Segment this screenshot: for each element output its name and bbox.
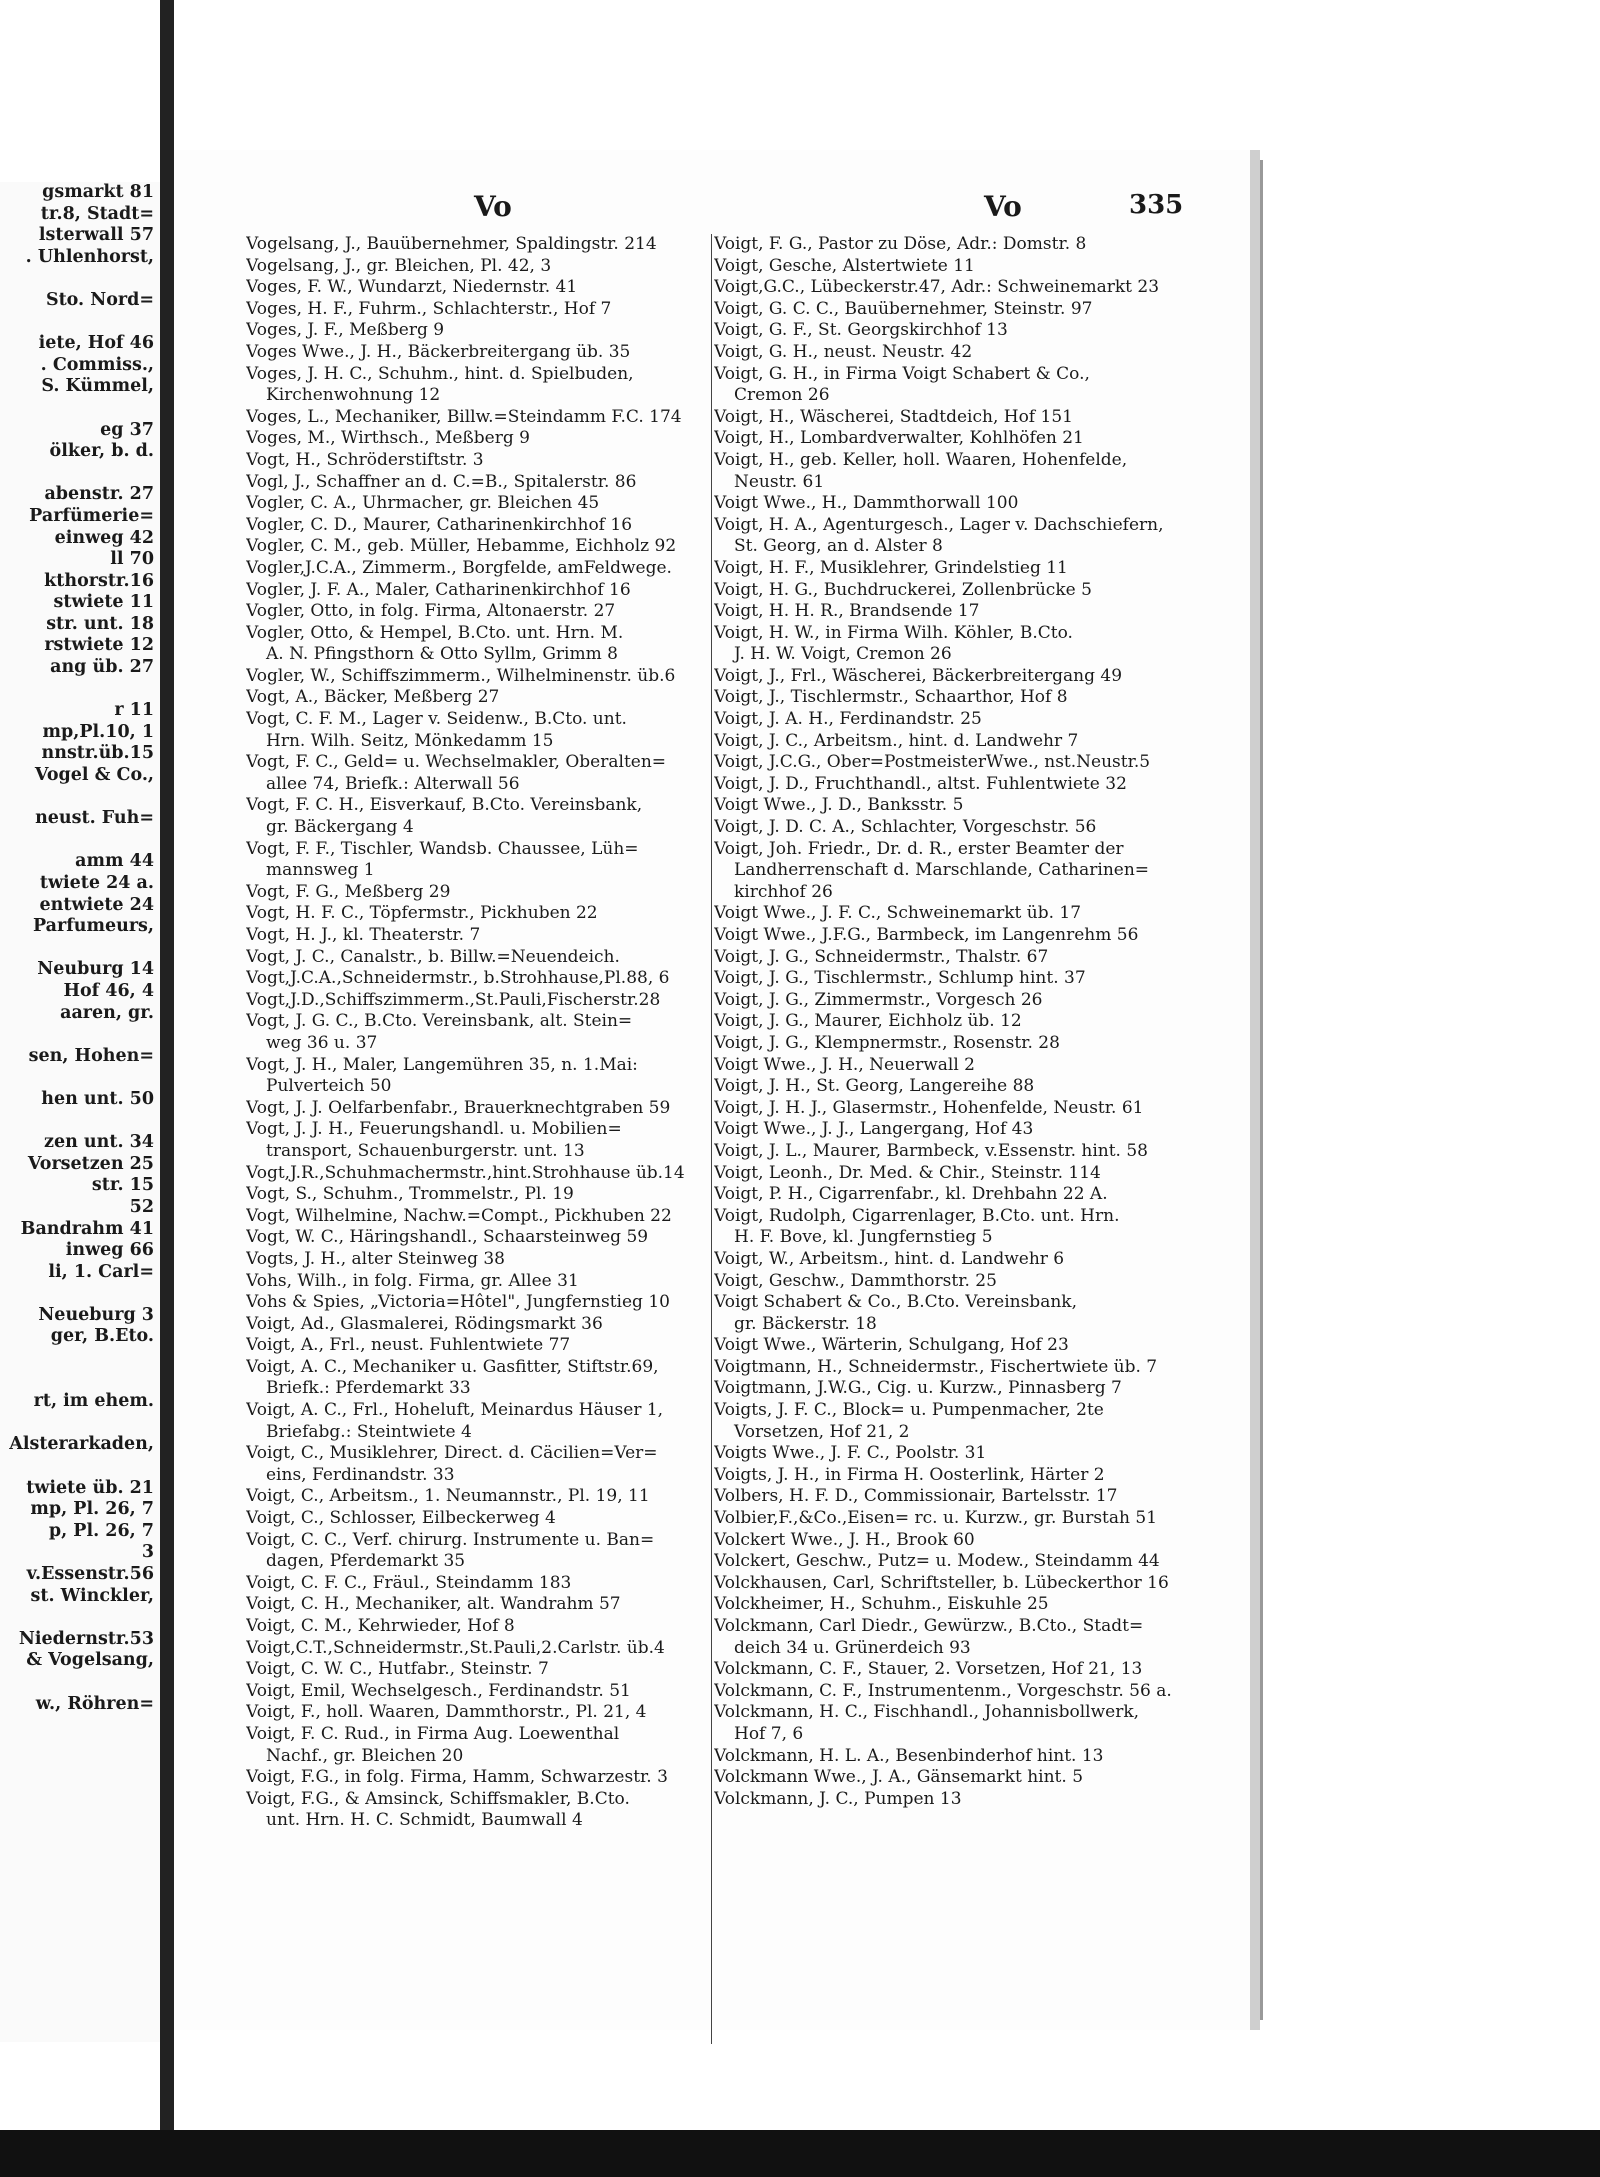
directory-entry: Voigt, J. G., Zimmermstr., Vorgesch 26 bbox=[714, 989, 1043, 1010]
entry-continuation: Briefk.: Pferdemarkt 33 bbox=[266, 1378, 471, 1399]
directory-entry: Voges, J. H. C., Schuhm., hint. d. Spielbuden, bbox=[246, 363, 634, 384]
directory-entry: Vogler, C. A., Uhrmacher, gr. Bleichen 45 bbox=[246, 493, 600, 514]
fragment-line: abenstr. 27 bbox=[44, 484, 154, 505]
fragment-line: Parfumeurs, bbox=[32, 916, 154, 937]
entry-continuation: Vorsetzen, Hof 21, 2 bbox=[734, 1421, 910, 1442]
directory-entry: Voges, L., Mechaniker, Billw.=Steindamm F.C. 174 bbox=[246, 406, 682, 427]
directory-entry: Voigt, C. F. C., Fräul., Steindamm 183 bbox=[246, 1572, 572, 1593]
directory-entry: Voigts, J. H., in Firma H. Oosterlink, Härter 2 bbox=[714, 1464, 1105, 1485]
directory-entry: Voges Wwe., J. H., Bäckerbreitergang üb. 35 bbox=[246, 341, 631, 362]
entry-continuation: unt. Hrn. H. C. Schmidt, Baumwall 4 bbox=[266, 1810, 583, 1831]
directory-entry: Voigt Wwe., J.F.G., Barmbeck, im Langenrehm 56 bbox=[714, 925, 1139, 945]
directory-entry: Voigt, C., Schlosser, Eilbeckerweg 4 bbox=[246, 1508, 556, 1529]
fragment-line bbox=[0, 1456, 160, 1478]
directory-entry: Voigt, P. H., Cigarrenfabr., kl. Drehbahn 22 A. bbox=[714, 1184, 1108, 1205]
directory-entry: Volckmann, H. L. A., Besenbinderhof hint. 13 bbox=[714, 1745, 1104, 1766]
fragment-line: Alsterarkaden, bbox=[9, 1434, 154, 1455]
directory-entry: Voigt Wwe., H., Dammthorwall 100 bbox=[714, 493, 1019, 514]
fragment-line: rstwiete 12 bbox=[44, 635, 154, 656]
directory-entry: Voigt, J. C., Arbeitsm., hint. d. Landwehr 7 bbox=[714, 730, 1079, 751]
right-column bbox=[714, 234, 1239, 1810]
directory-entry: Volbier,F.,&Co.,Eisen= rc. u. Kurzw., gr. Burstah 51 bbox=[714, 1508, 1158, 1529]
fragment-line bbox=[0, 1111, 160, 1133]
directory-entry: Vogts, J. H., alter Steinweg 38 bbox=[246, 1248, 505, 1269]
directory-entry: Volckmann Wwe., J. A., Gänsemarkt hint. 5 bbox=[714, 1767, 1084, 1788]
directory-entry: Voigt, Ad., Glasmalerei, Rödingsmarkt 36 bbox=[246, 1313, 603, 1334]
directory-entry: Vogt, H. J., kl. Theaterstr. 7 bbox=[246, 925, 481, 945]
directory-entry: Volbers, H. F. D., Commissionair, Bartelsstr. 17 bbox=[714, 1486, 1118, 1507]
directory-entry: Volckmann, J. C., Pumpen 13 bbox=[714, 1788, 962, 1809]
directory-entry: Voigt,G.C., Lübeckerstr.47, Adr.: Schweinemarkt 23 bbox=[714, 277, 1160, 298]
fragment-line: gsmarkt 81 bbox=[42, 182, 154, 202]
directory-entry: Vogt, A., Bäcker, Meßberg 27 bbox=[246, 687, 500, 708]
directory-entry: Voigt, J., Frl., Wäscherei, Bäckerbreitergang 49 bbox=[714, 665, 1123, 686]
fragment-line: twiete üb. 21 bbox=[26, 1477, 154, 1498]
fragment-line: p, Pl. 26, 7 bbox=[48, 1520, 154, 1541]
fragment-line bbox=[0, 1672, 160, 1694]
directory-entry: Vogt, S., Schuhm., Trommelstr., Pl. 19 bbox=[246, 1184, 574, 1205]
directory-entry: Voigt, Rudolph, Cigarrenlager, B.Cto. unt. Hrn. bbox=[714, 1205, 1120, 1226]
directory-entry: Voigt, J. G., Schneidermstr., Thalstr. 67 bbox=[714, 946, 1049, 967]
entry-continuation: Briefabg.: Steintwiete 4 bbox=[266, 1421, 472, 1442]
entry-continuation: A. N. Pfingsthorn & Otto Syllm, Grimm 8 bbox=[266, 644, 618, 665]
directory-entry: Vogt, J. J. H., Feuerungshandl. u. Mobilien= bbox=[246, 1119, 622, 1140]
fragment-line: kthorstr.16 bbox=[44, 570, 154, 591]
directory-entry: Voigt, Leonh., Dr. Med. & Chir., Steinstr. 114 bbox=[714, 1162, 1101, 1183]
fragment-line bbox=[0, 1413, 160, 1435]
fragment-line bbox=[0, 1024, 160, 1046]
directory-entry: Voigt, J. H., St. Georg, Langereihe 88 bbox=[714, 1076, 1035, 1097]
fragment-line: hen unt. 50 bbox=[41, 1088, 154, 1109]
fragment-line bbox=[0, 830, 160, 852]
entry-continuation: allee 74, Briefk.: Alterwall 56 bbox=[266, 773, 520, 794]
directory-entry: Voigtmann, J.W.G., Cig. u. Kurzw., Pinnasberg 7 bbox=[714, 1378, 1122, 1399]
directory-entry: Vogt,J.C.A.,Schneidermstr., b.Strohhause,Pl.88, 6 bbox=[246, 968, 670, 989]
entry-continuation: eins, Ferdinandstr. 33 bbox=[266, 1464, 455, 1485]
fragment-line: ang üb. 27 bbox=[50, 657, 154, 678]
fragment-line: Sto. Nord= bbox=[45, 289, 154, 310]
directory-entry: Voigt, F. C. Rud., in Firma Aug. Loewenthal bbox=[246, 1723, 620, 1744]
directory-entry: Vogt, J. C., Canalstr., b. Billw.=Neuendeich. bbox=[246, 946, 620, 967]
entry-continuation: H. F. Bove, kl. Jungfernstieg 5 bbox=[734, 1227, 993, 1248]
directory-entry: Voigt, G. H., in Firma Voigt Schabert & Co., bbox=[714, 363, 1090, 384]
fragment-line: st. Winckler, bbox=[30, 1585, 154, 1606]
entry-continuation: transport, Schauenburgerstr. unt. 13 bbox=[266, 1140, 585, 1161]
directory-entry: Vogler, Otto, in folg. Firma, Altonaerstr. 27 bbox=[246, 601, 616, 622]
fragment-line: ger, B.Eto. bbox=[50, 1326, 154, 1347]
fragment-line bbox=[0, 787, 160, 809]
entry-continuation: Neustr. 61 bbox=[734, 471, 825, 492]
directory-entry: Volckhausen, Carl, Schriftsteller, b. Lübeckerthor 16 bbox=[714, 1572, 1169, 1593]
fragment-line: Neuburg 14 bbox=[37, 959, 154, 980]
directory-entry: Voigt, H., Wäscherei, Stadtdeich, Hof 151 bbox=[714, 406, 1073, 427]
directory-entry: Voigt, A., Frl., neust. Fuhlentwiete 77 bbox=[246, 1335, 571, 1356]
directory-entry: Volckmann, H. C., Fischhandl., Johannisbollwerk, bbox=[714, 1702, 1140, 1723]
fragment-line: Hof 46, 4 bbox=[63, 980, 154, 1001]
fragment-line: . Uhlenhorst, bbox=[25, 246, 154, 267]
fragment-line: nnstr.üb.15 bbox=[41, 743, 154, 764]
fragment-line: S. Kümmel, bbox=[41, 376, 154, 397]
directory-entry: Vogt,J.D.,Schiffszimmerm.,St.Pauli,Fischerstr.28 bbox=[246, 989, 661, 1010]
fragment-line: 52 bbox=[129, 1196, 154, 1217]
directory-entry: Vogler, J. F. A., Maler, Catharinenkirchhof 16 bbox=[246, 579, 631, 600]
directory-entry: Voigt, H., geb. Keller, holl. Waaren, Hohenfelde, bbox=[714, 449, 1128, 470]
fragment-line: sen, Hohen= bbox=[28, 1045, 154, 1066]
directory-entry: Voigts, J. F. C., Block= u. Pumpenmacher, 2te bbox=[714, 1400, 1104, 1421]
directory-entry: Voigt, Gesche, Alstertwiete 11 bbox=[714, 255, 975, 276]
directory-entry: Voigt, C. H., Mechaniker, alt. Wandrahm 57 bbox=[246, 1594, 621, 1615]
directory-entry: Voigt Schabert & Co., B.Cto. Vereinsbank, bbox=[714, 1292, 1077, 1313]
page-header bbox=[174, 190, 1250, 224]
fragment-line: Bandrahm 41 bbox=[20, 1218, 154, 1239]
directory-entry: Voigt, J. G., Tischlermstr., Schlump hint. 37 bbox=[714, 968, 1086, 989]
fragment-line bbox=[0, 463, 160, 485]
directory-entry: Voges, H. F., Fuhrm., Schlachterstr., Hof 7 bbox=[246, 298, 612, 319]
directory-entry: Volckmann, C. F., Instrumentenm., Vorgeschstr. 56 a. bbox=[714, 1680, 1172, 1701]
fragment-line: w., Röhren= bbox=[35, 1693, 154, 1714]
fragment-line: eg 37 bbox=[100, 419, 154, 440]
page-number: 335 bbox=[1129, 190, 1184, 220]
fragment-line: stwiete 11 bbox=[53, 592, 154, 613]
directory-entry: Vogler, Otto, & Hempel, B.Cto. unt. Hrn. M. bbox=[246, 622, 624, 643]
directory-entry: Volckert, Geschw., Putz= u. Modew., Steindamm 44 bbox=[714, 1551, 1160, 1572]
fragment-line bbox=[0, 938, 160, 960]
fragment-line: amm 44 bbox=[75, 851, 154, 872]
directory-entry: Voigt, G. H., neust. Neustr. 42 bbox=[714, 341, 973, 362]
entry-continuation: Landherrenschaft d. Marschlande, Catharinen= bbox=[734, 860, 1150, 881]
entry-continuation: gr. Bäckergang 4 bbox=[266, 817, 414, 838]
directory-entry: Vogt, F. F., Tischler, Wandsb. Chaussee, Lüh= bbox=[246, 838, 639, 859]
directory-entry: Vogler, C. M., geb. Müller, Hebamme, Eichholz 92 bbox=[246, 536, 677, 557]
fragment-line: Vogel & Co., bbox=[34, 765, 154, 786]
fragment-line: Niedernstr.53 bbox=[18, 1628, 154, 1649]
directory-entry: Voigt, A. C., Mechaniker u. Gasfitter, Stiftstr.69, bbox=[246, 1356, 659, 1377]
fragment-line bbox=[0, 268, 160, 290]
directory-entry: Voigt, W., Arbeitsm., hint. d. Landwehr 6 bbox=[714, 1248, 1065, 1269]
directory-entry: Voigt, C., Musiklehrer, Direct. d. Cäcilien=Ver= bbox=[246, 1443, 658, 1464]
directory-entry: Vogt, F. C., Geld= u. Wechselmakler, Oberalten= bbox=[246, 752, 667, 773]
fragment-line: twiete 24 a. bbox=[39, 873, 154, 893]
column-divider bbox=[711, 234, 712, 2044]
directory-entry: Voigt Wwe., J. F. C., Schweinemarkt üb. 17 bbox=[714, 903, 1082, 924]
directory-entry: Voges, F. W., Wundarzt, Niedernstr. 41 bbox=[246, 277, 578, 298]
directory-entry: Voigts Wwe., J. F. C., Poolstr. 31 bbox=[714, 1443, 987, 1464]
entry-continuation: mannsweg 1 bbox=[266, 860, 375, 881]
fragment-line: inweg 66 bbox=[65, 1240, 154, 1261]
directory-entry: Vogelsang, J., gr. Bleichen, Pl. 42, 3 bbox=[246, 255, 552, 276]
entry-continuation: dagen, Pferdemarkt 35 bbox=[266, 1551, 466, 1572]
directory-entry: Voigt, F.G., & Amsinck, Schiffsmakler, B.Cto. bbox=[246, 1788, 630, 1809]
directory-entry: Vogt,J.R.,Schuhmachermstr.,hint.Strohhause üb.14 bbox=[246, 1162, 685, 1183]
directory-entry: Voigt, F. G., Pastor zu Döse, Adr.: Domstr. 8 bbox=[714, 234, 1087, 254]
directory-entry: Voigt, H. A., Agenturgesch., Lager v. Dachschiefern, bbox=[714, 514, 1164, 535]
fragment-line: aaren, gr. bbox=[60, 1002, 154, 1023]
fragment-line: ölker, b. d. bbox=[49, 441, 154, 462]
fragment-line: rt, im ehem. bbox=[33, 1391, 154, 1412]
directory-page bbox=[174, 150, 1260, 2030]
fragment-line: iete, Hof 46 bbox=[38, 333, 154, 354]
entry-continuation: Cremon 26 bbox=[734, 385, 830, 406]
directory-entry: Voigt, J. D., Fruchthandl., altst. Fuhlentwiete 32 bbox=[714, 773, 1127, 794]
fragment-line bbox=[0, 398, 160, 420]
directory-entry: Vogelsang, J., Bauübernehmer, Spaldingstr. 214 bbox=[246, 234, 657, 254]
directory-entry: Voigt, H., Lombardverwalter, Kohlhöfen 21 bbox=[714, 428, 1084, 449]
directory-entry: Voigt, C. M., Kehrwieder, Hof 8 bbox=[246, 1616, 515, 1636]
fragment-line: 3 bbox=[141, 1542, 154, 1563]
fragment-line: & Vogelsang, bbox=[26, 1650, 154, 1671]
fragment-line bbox=[0, 1283, 160, 1305]
directory-entry: Voigt, H. H. R., Brandsende 17 bbox=[714, 601, 980, 622]
scan-border bbox=[0, 2130, 1600, 2177]
directory-entry: Voigt, Joh. Friedr., Dr. d. R., erster Beamter der bbox=[714, 838, 1124, 859]
directory-entry: Vogt, Wilhelmine, Nachw.=Compt., Pickhuben 22 bbox=[246, 1205, 672, 1226]
left-column bbox=[246, 234, 791, 1832]
directory-entry: Voigt,C.T.,Schneidermstr.,St.Pauli,2.Carlstr. üb.4 bbox=[246, 1637, 665, 1658]
directory-entry: Vohs & Spies, „Victoria=Hôtel", Jungfernstieg 10 bbox=[246, 1292, 670, 1313]
fragment-line: li, 1. Carl= bbox=[48, 1261, 154, 1282]
directory-entry: Voigt, H. F., Musiklehrer, Grindelstieg 11 bbox=[714, 557, 1068, 578]
entry-continuation: Kirchenwohnung 12 bbox=[266, 385, 441, 406]
fragment-line: neust. Fuh= bbox=[35, 808, 154, 829]
fragment-line: ll 70 bbox=[110, 549, 154, 570]
adjacent-page-fragment bbox=[0, 182, 160, 2042]
fragment-line bbox=[0, 1067, 160, 1089]
directory-entry: Vohs, Wilh., in folg. Firma, gr. Allee 31 bbox=[246, 1270, 579, 1291]
directory-entry: Voigt, H. G., Buchdruckerei, Zollenbrücke 5 bbox=[714, 579, 1092, 600]
directory-entry: Voigt, J.C.G., Ober=PostmeisterWwe., nst.Neustr.5 bbox=[714, 752, 1151, 773]
fragment-line: . Commiss., bbox=[40, 354, 154, 375]
directory-entry: Voigt, F., holl. Waaren, Dammthorstr., Pl. 21, 4 bbox=[246, 1702, 647, 1723]
directory-entry: Voigt Wwe., J. D., Banksstr. 5 bbox=[714, 795, 964, 816]
directory-entry: Vogler,J.C.A., Zimmerm., Borgfelde, amFeldwege. bbox=[246, 557, 672, 578]
directory-entry: Vogt, H., Schröderstiftstr. 3 bbox=[246, 449, 484, 470]
right-catchword: Vo bbox=[984, 190, 1022, 223]
book-spine bbox=[160, 0, 174, 2177]
directory-entry: Voigt Wwe., J. J., Langergang, Hof 43 bbox=[714, 1119, 1034, 1140]
directory-entry: Voges, J. F., Meßberg 9 bbox=[246, 320, 445, 341]
entry-continuation: Nachf., gr. Bleichen 20 bbox=[266, 1745, 464, 1766]
directory-entry: Voigt, J. G., Klempnermstr., Rosenstr. 28 bbox=[714, 1032, 1060, 1053]
entry-continuation: J. H. W. Voigt, Cremon 26 bbox=[734, 644, 952, 665]
fragment-line: entwiete 24 bbox=[39, 894, 154, 915]
fragment-line: Parfümerie= bbox=[29, 505, 154, 526]
fragment-line: zen unt. 34 bbox=[44, 1132, 154, 1153]
directory-entry: Volckmann, C. F., Stauer, 2. Vorsetzen, Hof 21, 13 bbox=[714, 1659, 1143, 1680]
fragment-line: tr.8, Stadt= bbox=[40, 203, 154, 224]
entry-continuation: Hof 7, 6 bbox=[734, 1723, 804, 1744]
fragment-line: mp,Pl.10, 1 bbox=[42, 721, 154, 742]
directory-entry: Vogt, H. F. C., Töpfermstr., Pickhuben 22 bbox=[246, 903, 598, 924]
fragment-line: Vorsetzen 25 bbox=[27, 1153, 154, 1174]
fragment-line: einweg 42 bbox=[54, 527, 154, 548]
directory-entry: Vogt, J. G. C., B.Cto. Vereinsbank, alt. Stein= bbox=[246, 1011, 633, 1032]
fragment-line: r 11 bbox=[114, 700, 154, 721]
entry-continuation: St. Georg, an d. Alster 8 bbox=[734, 536, 943, 557]
directory-entry: Voigt, C. C., Verf. chirurg. Instrumente u. Ban= bbox=[246, 1529, 655, 1550]
directory-entry: Vogler, W., Schiffszimmerm., Wilhelminenstr. üb.6 bbox=[246, 665, 676, 686]
directory-entry: Vogler, C. D., Maurer, Catharinenkirchhof 16 bbox=[246, 514, 633, 535]
fragment-line: v.Essenstr.56 bbox=[26, 1564, 154, 1584]
left-catchword: Vo bbox=[474, 190, 512, 223]
directory-entry: Vogl, J., Schaffner an d. C.=B., Spitalerstr. 86 bbox=[246, 471, 637, 492]
directory-entry: Volckheimer, H., Schuhm., Eiskuhle 25 bbox=[714, 1594, 1049, 1615]
fragment-line bbox=[0, 1607, 160, 1629]
directory-entry: Voigt, A. C., Frl., Hoheluft, Meinardus Häuser 1, bbox=[246, 1400, 664, 1421]
directory-entry: Vogt, J. H., Maler, Langemühren 35, n. 1.Mai: bbox=[246, 1054, 638, 1075]
directory-entry: Voigt, F.G., in folg. Firma, Hamm, Schwarzestr. 3 bbox=[246, 1767, 668, 1788]
directory-entry: Voigt, J., Tischlermstr., Schaarthor, Hof 8 bbox=[714, 687, 1068, 708]
directory-entry: Vogt, F. C. H., Eisverkauf, B.Cto. Vereinsbank, bbox=[246, 795, 643, 816]
fragment-line: str. unt. 18 bbox=[46, 613, 154, 634]
directory-entry: Voigt, C. W. C., Hutfabr., Steinstr. 7 bbox=[246, 1659, 549, 1680]
fragment-line: str. 15 bbox=[91, 1175, 154, 1196]
page-edge bbox=[1260, 160, 1263, 2020]
entry-continuation: gr. Bäckerstr. 18 bbox=[734, 1313, 877, 1334]
directory-entry: Vogt, W. C., Häringshandl., Schaarsteinweg 59 bbox=[246, 1227, 649, 1248]
directory-entry: Voigt, J. G., Maurer, Eichholz üb. 12 bbox=[714, 1011, 1022, 1032]
directory-entry: Voigt, C., Arbeitsm., 1. Neumannstr., Pl. 19, 11 bbox=[246, 1486, 650, 1507]
directory-entry: Volckmann, Carl Diedr., Gewürzw., B.Cto., Stadt= bbox=[714, 1616, 1144, 1636]
entry-continuation: kirchhof 26 bbox=[734, 881, 833, 902]
fragment-line bbox=[0, 1348, 160, 1370]
directory-entry: Vogt, J. J. Oelfarbenfabr., Brauerknechtgraben 59 bbox=[246, 1097, 671, 1118]
directory-entry: Voigt Wwe., J. H., Neuerwall 2 bbox=[714, 1054, 975, 1075]
directory-entry: Voges, M., Wirthsch., Meßberg 9 bbox=[246, 428, 530, 449]
directory-entry: Voigt Wwe., Wärterin, Schulgang, Hof 23 bbox=[714, 1335, 1069, 1356]
directory-entry: Vogt, F. G., Meßberg 29 bbox=[246, 881, 451, 902]
directory-entry: Voigt, Geschw., Dammthorstr. 25 bbox=[714, 1270, 997, 1291]
fragment-line: Neueburg 3 bbox=[38, 1304, 154, 1325]
fragment-line bbox=[0, 1370, 160, 1392]
fragment-line: lsterwall 57 bbox=[38, 225, 154, 246]
directory-entry: Voigtmann, H., Schneidermstr., Fischertwiete üb. 7 bbox=[714, 1356, 1158, 1377]
entry-continuation: weg 36 u. 37 bbox=[266, 1032, 378, 1053]
fragment-line bbox=[0, 312, 160, 334]
entry-continuation: deich 34 u. Grünerdeich 93 bbox=[734, 1637, 971, 1658]
directory-entry: Voigt, Emil, Wechselgesch., Ferdinandstr. 51 bbox=[246, 1680, 631, 1701]
directory-entry: Voigt, J. D. C. A., Schlachter, Vorgeschstr. 56 bbox=[714, 817, 1097, 838]
directory-entry: Voigt, G. C. C., Bauübernehmer, Steinstr. 97 bbox=[714, 298, 1093, 319]
directory-entry: Voigt, J. A. H., Ferdinandstr. 25 bbox=[714, 709, 982, 730]
fragment-line: mp, Pl. 26, 7 bbox=[30, 1499, 154, 1520]
directory-entry: Voigt, J. H. J., Glasermstr., Hohenfelde, Neustr. 61 bbox=[714, 1097, 1144, 1118]
directory-entry: Voigt, J. L., Maurer, Barmbeck, v.Essenstr. hint. 58 bbox=[714, 1140, 1148, 1161]
fragment-line bbox=[0, 679, 160, 701]
entry-continuation: Hrn. Wilh. Seitz, Mönkedamm 15 bbox=[266, 730, 554, 751]
directory-entry: Vogt, C. F. M., Lager v. Seidenw., B.Cto. unt. bbox=[246, 709, 627, 730]
entry-continuation: Pulverteich 50 bbox=[266, 1076, 392, 1097]
directory-entry: Volckert Wwe., J. H., Brook 60 bbox=[714, 1529, 975, 1550]
directory-entry: Voigt, H. W., in Firma Wilh. Köhler, B.Cto. bbox=[714, 622, 1073, 643]
directory-entry: Voigt, G. F., St. Georgskirchhof 13 bbox=[714, 320, 1008, 341]
